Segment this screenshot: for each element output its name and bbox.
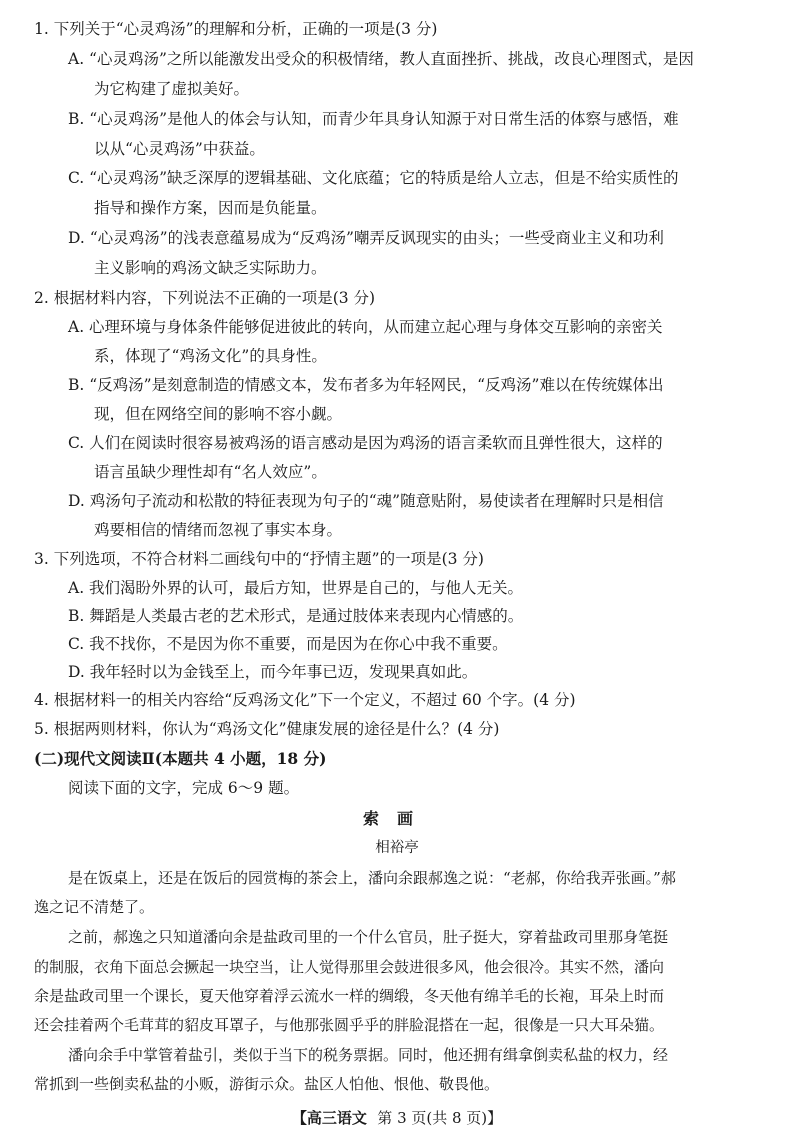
question-2-option-a-line-2: 系，体现了“鸡汤文化”的具身性。 [94,347,327,365]
question-2-option-d-line-2: 鸡要相信的情绪而忽视了事实本身。 [94,521,343,539]
question-2-option-d-line-1: D. 鸡汤句子流动和松散的特征表现为句子的“魂”随意贴附，易使读者在理解时只是相信 [68,492,664,510]
question-2-option-b-line-1: B. “反鸡汤”是刻意制造的情感文本，发布者多为年轻网民，“反鸡汤”难以在传统媒体出 [68,376,664,394]
question-2-option-c-line-2: 语言虽缺少理性却有“名人效应”。 [94,463,327,481]
section-heading: (二)现代文阅读Ⅱ(本题共 4 小题，18 分) [34,749,327,768]
question-1-option-d-line-2: 主义影响的鸡汤文缺乏实际助力。 [94,259,327,277]
page-footer [0,1107,794,1129]
question-1-option-a-line-2: 为它构建了虚拟美好。 [94,80,250,98]
article-paragraph-1-line-2: 逸之记不清楚了。 [34,898,155,916]
question-2-option-a-line-1: A. 心理环境与身体条件能够促进彼此的转向，从而建立起心理与身体交互影响的亲密关 [68,318,663,336]
question-5: 5. 根据两则材料，你认为“鸡汤文化”健康发展的途径是什么？(4 分) [34,720,500,738]
article-paragraph-3-line-2: 常抓到一些倒卖私盐的小贩，游街示众。盐区人怕他、恨他、敬畏他。 [34,1075,500,1093]
question-1-option-c-line-1: C. “心灵鸡汤”缺乏深厚的逻辑基础、文化底蕴；它的特质是给人立志，但是不给实质性的 [68,169,679,187]
article-paragraph-1-line-1: 是在饭桌上，还是在饭后的园赏梅的茶会上，潘向余跟郝逸之说：“老郝，你给我弄张画。”郝 [68,869,676,887]
question-1-option-c-line-2: 指导和操作方案，因而是负能量。 [94,199,327,217]
question-1-option-b-line-2: 以从“心灵鸡汤”中获益。 [94,140,265,158]
article-paragraph-2-line-2: 的制服，衣角下面总会撅起一块空当，让人觉得那里会鼓进很多风，他会很冷。其实不然，潘向 [34,958,665,976]
question-1-option-b-line-1: B. “心灵鸡汤”是他人的体会与认知，而青少年具身认知源于对日常生活的体察与感悟，难 [68,110,679,128]
footer-subject: 【高三语文 [291,1109,367,1127]
question-3-option-d: D. 我年轻时以为金钱至上，而今年事已迈，发现果真如此。 [68,663,478,681]
question-3-option-a: A. 我们渴盼外界的认可，最后方知，世界是自己的，与他人无关。 [68,579,524,597]
article-paragraph-2-line-4: 还会挂着两个毛茸茸的貂皮耳罩子，与他那张圆乎乎的胖脸混搭在一起，很像是一只大耳朵猫。 [34,1016,665,1034]
question-3-option-c: C. 我不找你，不是因为你不重要，而是因为在你心中我不重要。 [68,635,508,653]
footer-page-number: 第 3 页(共 8 页)】 [377,1109,503,1127]
question-3-option-b: B. 舞蹈是人类最古老的艺术形式，是通过肢体来表现内心情感的。 [68,607,524,625]
article-paragraph-2-line-1: 之前，郝逸之只知道潘向余是盐政司里的一个什么官员，肚子挺大，穿着盐政司里那身笔挺 [68,928,669,946]
article-paragraph-2-line-3: 余是盐政司里一个课长，夏天他穿着浮云流水一样的绸缎，冬天他有绵羊毛的长袍，耳朵上时而 [34,987,665,1005]
article-author: 相裕亭 [375,840,419,856]
question-1-option-d-line-1: D. “心灵鸡汤”的浅表意蕴易成为“反鸡汤”嘲弄反讽现实的由头；一些受商业主义和功利 [68,229,664,247]
section-instruction: 阅读下面的文字，完成 6～9 题。 [68,779,300,797]
question-1-option-a-line-1: A. “心灵鸡汤”之所以能激发出受众的积极情绪，教人直面挫折、挑战，改良心理图式，是因 [68,50,694,68]
question-2-option-c-line-1: C. 人们在阅读时很容易被鸡汤的语言感动是因为鸡汤的语言柔软而且弹性很大，这样的 [68,434,663,452]
question-4: 4. 根据材料一的相关内容给“反鸡汤文化”下一个定义，不超过 60 个字。(4 分) [34,691,576,709]
question-2-stem: 2. 根据材料内容，下列说法不正确的一项是(3 分) [34,289,376,307]
question-1-stem: 1. 下列关于“心灵鸡汤”的理解和分析，正确的一项是(3 分) [34,20,438,38]
article-title: 索画 [362,809,431,828]
question-2-option-b-line-2: 现，但在网络空间的影响不容小觑。 [94,405,343,423]
question-3-stem: 3. 下列选项，不符合材料二画线句中的“抒情主题”的一项是(3 分) [34,550,484,568]
article-paragraph-3-line-1: 潘向余手中掌管着盐引，类似于当下的税务票据。同时，他还拥有缉拿倒卖私盐的权力，经 [68,1046,669,1064]
